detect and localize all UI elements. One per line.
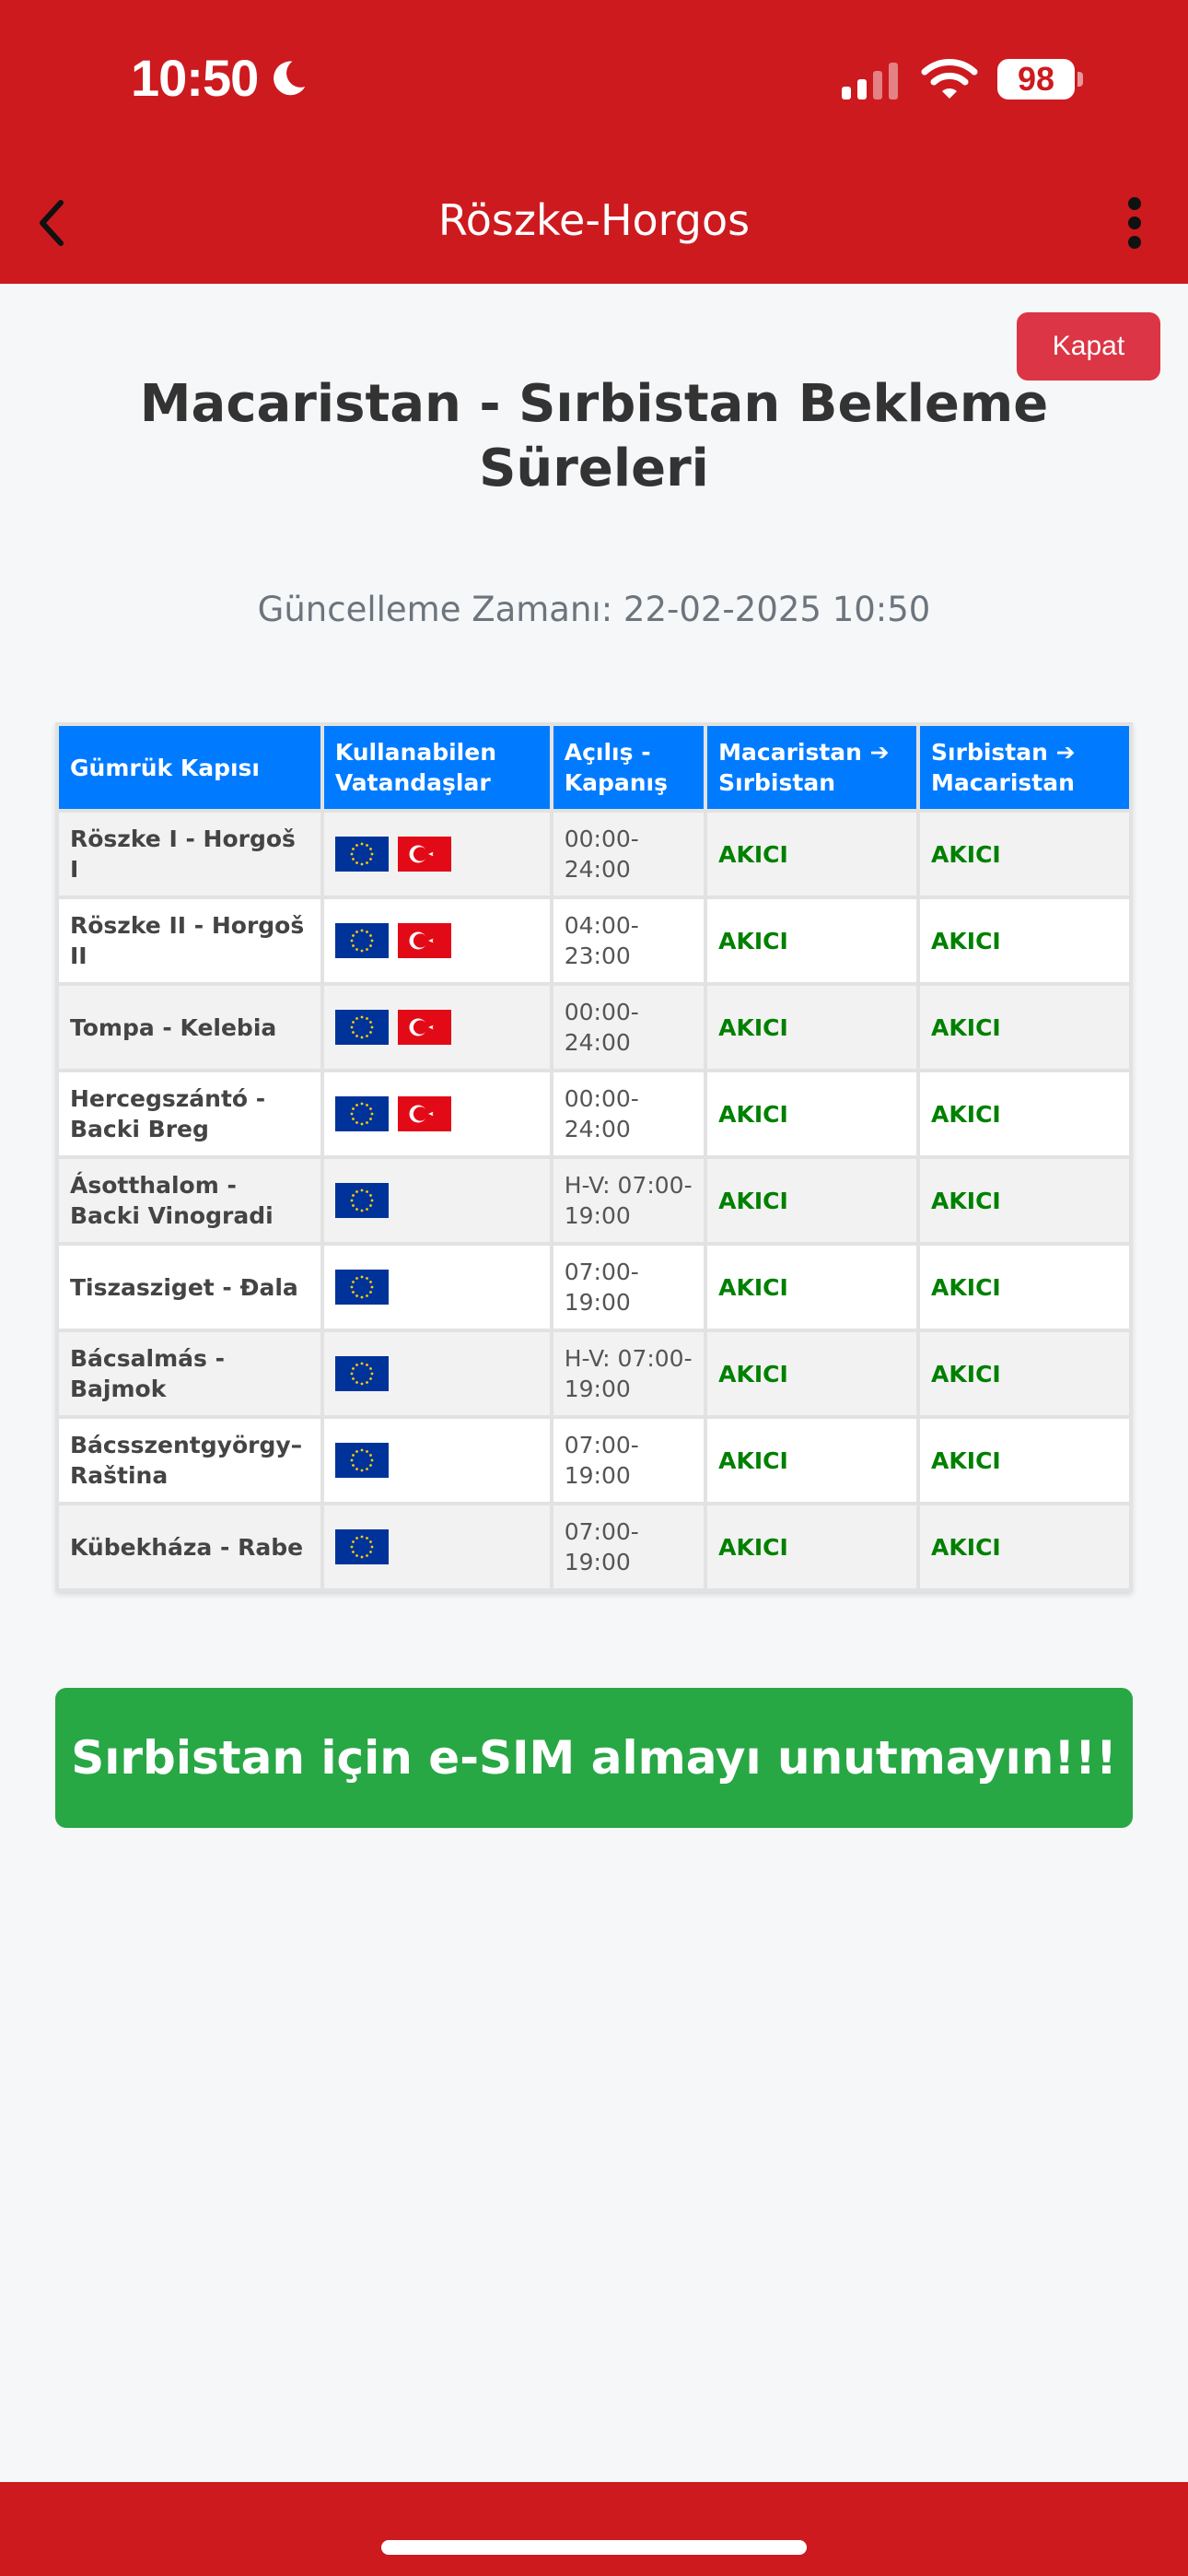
column-header: Gümrük Kapısı: [57, 724, 322, 811]
opening-hours: 00:00-24:00: [552, 984, 705, 1071]
citizens-cell: [322, 1157, 552, 1244]
status-hu-rs: AKICI: [705, 1504, 918, 1590]
esim-reminder-button[interactable]: Sırbistan için e-SIM almayı unutmayın!!!: [55, 1688, 1133, 1828]
moon-icon: [267, 58, 308, 99]
citizens-cell: [322, 1417, 552, 1504]
gate-name: Röszke II - Horgoš II: [57, 897, 322, 984]
gate-name: Bácsalmás - Bajmok: [57, 1330, 322, 1417]
status-hu-rs: AKICI: [705, 984, 918, 1071]
status-hu-rs: AKICI: [705, 1244, 918, 1330]
status-rs-hu: AKICI: [918, 1157, 1131, 1244]
citizens-cell: [322, 984, 552, 1071]
gate-name: Tompa - Kelebia: [57, 984, 322, 1071]
opening-hours: 04:00-23:00: [552, 897, 705, 984]
gate-name: Bácsszentgyörgy–Raština: [57, 1417, 322, 1504]
table-row: [57, 1504, 1131, 1590]
tr-flag-icon: [398, 837, 451, 872]
column-header: Açılış - Kapanış: [552, 724, 705, 811]
nav-title: Röszke-Horgos: [437, 195, 751, 245]
opening-hours: 07:00-19:00: [552, 1244, 705, 1330]
tr-flag-icon: [398, 923, 451, 958]
table-row: [57, 1157, 1131, 1244]
table-row: [57, 1417, 1131, 1504]
column-header: Sırbistan ➔ Macaristan: [918, 724, 1131, 811]
opening-hours: 07:00-19:00: [552, 1504, 705, 1590]
eu-flag-icon: [335, 1183, 389, 1218]
opening-hours: H-V: 07:00-19:00: [552, 1330, 705, 1417]
more-options-button[interactable]: [1116, 197, 1153, 249]
citizens-cell: [322, 1504, 552, 1590]
table-row: [57, 811, 1131, 897]
eu-flag-icon: [335, 1010, 389, 1045]
column-header: Kullanabilen Vatandaşlar: [322, 724, 552, 811]
status-time-text: 10:50: [131, 49, 259, 107]
table-header-row: [57, 724, 1131, 811]
table-row: [57, 897, 1131, 984]
home-indicator[interactable]: [381, 2540, 807, 2555]
cellular-signal-icon: [842, 61, 898, 100]
status-hu-rs: AKICI: [705, 1330, 918, 1417]
citizens-cell: [322, 1244, 552, 1330]
page-title: Macaristan - Sırbistan Bekleme Süreleri: [139, 374, 1049, 498]
status-rs-hu: AKICI: [918, 1504, 1131, 1590]
eu-flag-icon: [335, 923, 389, 958]
table-row: [57, 1330, 1131, 1417]
status-rs-hu: AKICI: [918, 897, 1131, 984]
status-hu-rs: AKICI: [705, 811, 918, 897]
opening-hours: 07:00-19:00: [552, 1417, 705, 1504]
status-rs-hu: AKICI: [918, 1417, 1131, 1504]
tr-flag-icon: [398, 1096, 451, 1131]
citizens-cell: [322, 1330, 552, 1417]
citizens-cell: [322, 811, 552, 897]
opening-hours: 00:00-24:00: [552, 811, 705, 897]
tr-flag-icon: [398, 1010, 451, 1045]
eu-flag-icon: [335, 1096, 389, 1131]
status-rs-hu: AKICI: [918, 811, 1131, 897]
gate-name: Kübekháza - Rabe: [57, 1504, 322, 1590]
citizens-cell: [322, 1071, 552, 1157]
update-time: Güncelleme Zamanı: 22-02-2025 10:50: [257, 590, 931, 629]
battery-icon: [997, 59, 1083, 100]
status-hu-rs: AKICI: [705, 897, 918, 984]
status-hu-rs: AKICI: [705, 1071, 918, 1157]
dot-icon: [1128, 197, 1141, 210]
dot-icon: [1128, 217, 1141, 229]
column-header: Macaristan ➔ Sırbistan: [705, 724, 918, 811]
close-button[interactable]: Kapat: [1017, 312, 1160, 381]
opening-hours: H-V: 07:00-19:00: [552, 1157, 705, 1244]
eu-flag-icon: [335, 1270, 389, 1305]
gate-name: Tiszasziget - Đala: [57, 1244, 322, 1330]
status-rs-hu: AKICI: [918, 1330, 1131, 1417]
status-hu-rs: AKICI: [705, 1417, 918, 1504]
table-row: [57, 1244, 1131, 1330]
eu-flag-icon: [335, 1356, 389, 1391]
opening-hours: 00:00-24:00: [552, 1071, 705, 1157]
status-rs-hu: AKICI: [918, 984, 1131, 1071]
citizens-cell: [322, 897, 552, 984]
wifi-icon: [921, 57, 978, 101]
status-rs-hu: AKICI: [918, 1071, 1131, 1157]
status-time: [131, 48, 308, 108]
eu-flag-icon: [335, 1529, 389, 1564]
bottom-bar: [0, 2482, 1188, 2576]
status-hu-rs: AKICI: [705, 1157, 918, 1244]
eu-flag-icon: [335, 837, 389, 872]
gate-name: Röszke I - Horgoš I: [57, 811, 322, 897]
gate-name: Hercegszántó - Backi Breg: [57, 1071, 322, 1157]
app-header: [0, 0, 1188, 284]
border-wait-table: [55, 722, 1133, 1592]
table-row: [57, 984, 1131, 1071]
dot-icon: [1128, 236, 1141, 249]
gate-name: Ásotthalom - Backi Vinogradi: [57, 1157, 322, 1244]
battery-level: 98: [997, 59, 1075, 100]
status-rs-hu: AKICI: [918, 1244, 1131, 1330]
eu-flag-icon: [335, 1443, 389, 1478]
table-row: [57, 1071, 1131, 1157]
